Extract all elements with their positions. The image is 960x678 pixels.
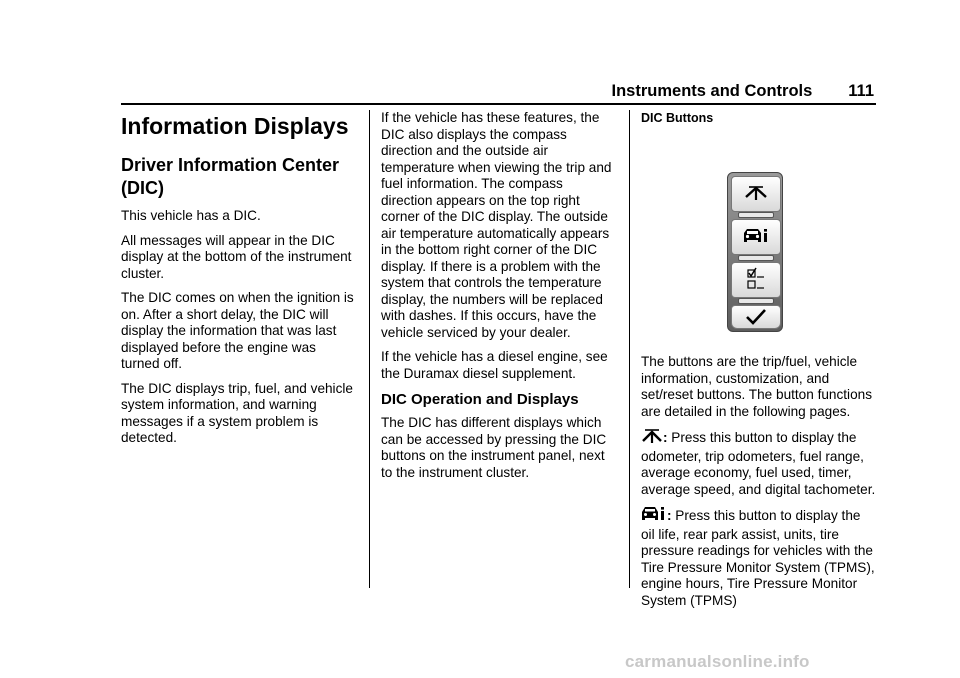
paragraph: The DIC displays trip, fuel, and vehicle system information, and warning messages if a system problem is detected. bbox=[121, 380, 353, 445]
set-reset-button[interactable] bbox=[731, 305, 781, 329]
column-1 bbox=[121, 110, 357, 455]
trip-fuel-icon bbox=[641, 428, 663, 449]
subsection-heading: DIC Operation and Displays bbox=[381, 391, 579, 408]
separator-colon: : bbox=[667, 508, 672, 523]
section-heading: Driver Information Center (DIC) bbox=[121, 155, 340, 198]
column-2 bbox=[381, 110, 617, 489]
watermark: carmanualsonline.info bbox=[625, 652, 810, 671]
page-title: Information Displays bbox=[121, 113, 349, 139]
page-header bbox=[0, 82, 874, 101]
trip-fuel-icon bbox=[732, 177, 780, 211]
header-rule bbox=[121, 103, 876, 105]
vehicle-info-description bbox=[641, 506, 877, 609]
set-reset-check-icon bbox=[732, 306, 780, 328]
paragraph: If the vehicle has these features, the DIC also displays the compass direction and the outside air temperature when viewing the trip and fuel information. The compass direction appears on the top right corner of the DIC display. The outside air temperature automatically appears in the bottom right corner of the DIC display. If there is a problem with the system that controls the temperature display, the numbers will be replaced with dashes. If this occurs, have the vehicle serviced by your dealer. bbox=[381, 110, 612, 340]
section-title: Instruments and Controls bbox=[611, 82, 813, 100]
trip-fuel-button[interactable] bbox=[731, 176, 781, 212]
dic-button-panel bbox=[727, 172, 783, 332]
button-separator bbox=[738, 255, 774, 261]
column-divider bbox=[369, 110, 370, 588]
figure-label: DIC Buttons bbox=[641, 111, 714, 125]
paragraph-text: Press this button to display the odometer, trip odometers, fuel range, average economy, fuel used, timer, average speed, and digital tachometer. bbox=[641, 430, 876, 497]
vehicle-info-button[interactable] bbox=[731, 219, 781, 255]
column-divider bbox=[629, 110, 630, 588]
button-separator bbox=[738, 212, 774, 218]
paragraph: All messages will appear in the DIC display at the bottom of the instrument cluster. bbox=[121, 232, 352, 281]
separator-colon: : bbox=[663, 430, 668, 445]
page-number: 111 bbox=[848, 82, 874, 100]
paragraph: The DIC comes on when the ignition is on. After a short delay, the DIC will display the information that was last displayed before the engine was turned off. bbox=[121, 290, 354, 371]
paragraph: The DIC has different displays which can be accessed by pressing the DIC buttons on the instrument panel, next to the instrument cluster. bbox=[381, 415, 607, 480]
vehicle-info-icon bbox=[641, 506, 667, 527]
paragraph-text: Press this button to display the oil life, rear park assist, units, tire pressure readings for vehicles with the Tire Pressure Monitor System (TPMS), engine hours, Tire Pressure Monitor System (TPMS) bbox=[641, 508, 875, 608]
trip-fuel-description bbox=[641, 428, 877, 498]
paragraph: If the vehicle has a diesel engine, see the Duramax diesel supplement. bbox=[381, 349, 608, 381]
customization-icon bbox=[732, 263, 780, 297]
button-separator bbox=[738, 298, 774, 304]
paragraph: The buttons are the trip/fuel, vehicle information, customization, and set/reset buttons. The button functions are detailed in the following pages. bbox=[641, 354, 872, 419]
dic-buttons-figure bbox=[641, 126, 877, 316]
paragraph: This vehicle has a DIC. bbox=[121, 208, 261, 223]
vehicle-info-icon bbox=[732, 220, 780, 254]
column-3 bbox=[641, 110, 877, 617]
customization-button[interactable] bbox=[731, 262, 781, 298]
